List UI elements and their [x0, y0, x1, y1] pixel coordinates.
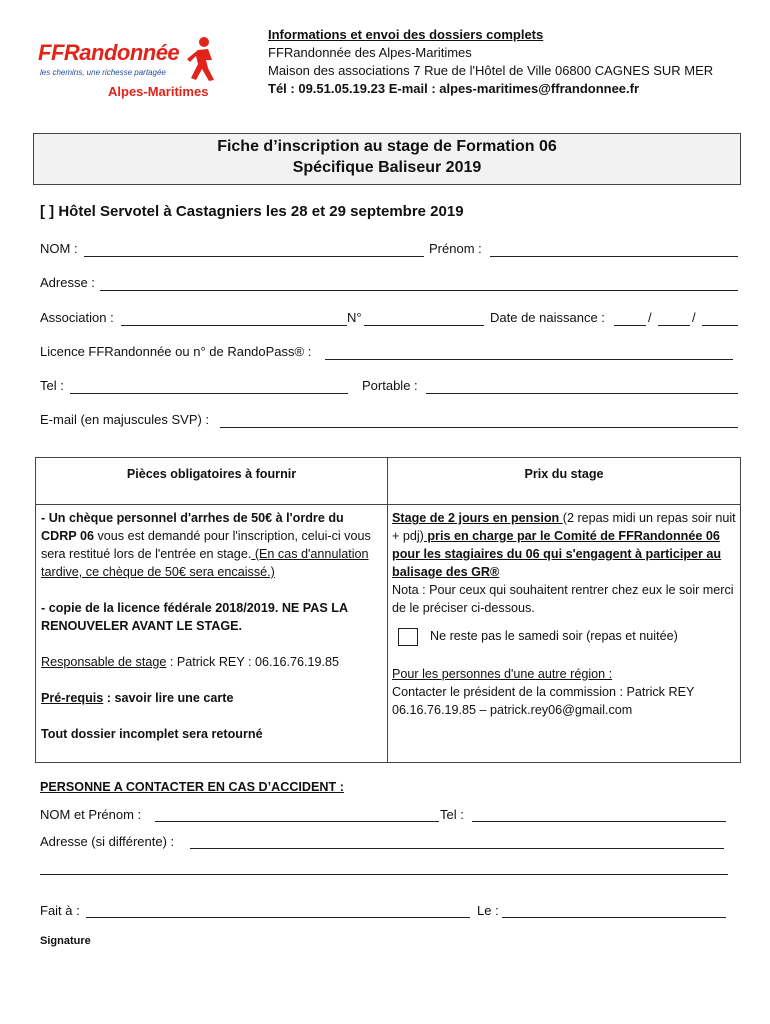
header-org: FFRandonnée des Alpes-Maritimes: [268, 45, 472, 60]
date-naissance-label: Date de naissance :: [490, 310, 605, 325]
incomplete-warning: Tout dossier incomplet sera retourné: [41, 727, 263, 741]
birth-month-field[interactable]: [658, 325, 690, 326]
portable-label: Portable :: [362, 378, 418, 393]
saturday-option[interactable]: [392, 627, 736, 649]
licence-label: Licence FFRandonnée ou n° de RandoPass® :: [40, 344, 312, 359]
signature-label: Signature: [40, 935, 91, 947]
prenom-label: Prénom :: [429, 241, 482, 256]
nom-field[interactable]: [84, 256, 424, 257]
emergency-address-field[interactable]: [190, 848, 724, 849]
other-region: Pour les personnes d'une autre région :: [392, 667, 613, 681]
prenom-field[interactable]: [490, 256, 738, 257]
adresse-field[interactable]: [100, 290, 738, 291]
emergency-address-field-2[interactable]: [40, 874, 728, 875]
nota: Nota : Pour ceux qui souhaitent rentrer chez eux le soir merci de le préciser ci-dessous.: [392, 583, 734, 615]
emergency-name-field[interactable]: [155, 821, 439, 822]
header-info: [268, 26, 713, 98]
fait-a-field[interactable]: [86, 917, 470, 918]
president-contact: Contacter le président de la commission : Patrick REY 06.16.76.19.85 – patrick.rey06@gmail.com: [392, 685, 695, 717]
emergency-address-label: Adresse (si différente) :: [40, 834, 175, 849]
fait-a-label: Fait à :: [40, 903, 80, 918]
col-header-price: Prix du stage: [524, 467, 604, 481]
form-title-line2: Spécifique Baliseur 2019: [292, 159, 482, 176]
association-label: Association :: [40, 310, 114, 325]
emergency-title: PERSONNE A CONTACTER EN CAS D’ACCIDENT :: [40, 780, 344, 794]
form-title-box: [33, 133, 741, 185]
numero-label: N°: [347, 310, 362, 325]
saturday-checkbox-label: Ne reste pas le samedi soir (repas et nuitée): [430, 629, 678, 643]
session-option[interactable]: [ ] Hôtel Servotel à Castagniers les 28 et 29 septembre 2019: [40, 203, 464, 220]
email-field[interactable]: [220, 427, 738, 428]
emergency-tel-label: Tel :: [440, 807, 464, 822]
cheque-requirement: - Un chèque personnel d'arrhes de 50€ à l'ordre du CDRP 06 vous est demandé pour l'inscription, celui-ci vous sera restitué lors de l'entrée en stage. (En cas d'annulation tardive, ce chèque de 50€ sera encaissé.): [41, 511, 371, 579]
prerequisite: Pré-requis : savoir lire une carte: [41, 691, 234, 705]
info-table: [35, 457, 741, 763]
header-address: Maison des associations 7 Rue de l'Hôtel de Ville 06800 CAGNES SUR MER: [268, 63, 714, 78]
col-header-documents: Pièces obligatoires à fournir: [126, 467, 297, 481]
price-cell: [392, 509, 736, 719]
adresse-label: Adresse :: [40, 275, 95, 290]
ffrandonnee-logo: [34, 36, 234, 102]
form-title-line1: Fiche d’inscription au stage de Formation 06: [217, 138, 557, 155]
date-slash-1: /: [648, 310, 652, 325]
emergency-tel-field[interactable]: [472, 821, 726, 822]
logo-region: Alpes-Maritimes: [108, 84, 209, 99]
licence-field[interactable]: [325, 359, 733, 360]
stage-pension: Stage de 2 jours en pension (2 repas midi un repas soir nuit + pdj) pris en charge par le Comité de FFRandonnée 06 pour les stagiaires du 06 qui s'engagent à participer au balisage des GR®: [392, 511, 736, 579]
documents-cell: [41, 509, 381, 743]
birth-year-field[interactable]: [702, 325, 738, 326]
table-header-divider: [36, 504, 740, 505]
birth-day-field[interactable]: [614, 325, 646, 326]
association-field[interactable]: [121, 325, 347, 326]
licence-requirement: - copie de la licence fédérale 2018/2019. NE PAS LA RENOUVELER AVANT LE STAGE.: [41, 601, 348, 633]
date-slash-2: /: [692, 310, 696, 325]
logo-brand: FFRandonnée: [38, 40, 180, 65]
nom-label: NOM :: [40, 241, 78, 256]
header-contact: Tél : 09.51.05.19.23 E-mail : alpes-maritimes@ffrandonnee.fr: [268, 81, 640, 96]
email-label: E-mail (en majuscules SVP) :: [40, 412, 210, 427]
portable-field[interactable]: [426, 393, 738, 394]
header-title: Informations et envoi des dossiers complets: [268, 27, 544, 42]
course-manager: Responsable de stage : Patrick REY : 06.16.76.19.85: [41, 655, 340, 669]
hiker-icon: [184, 36, 220, 82]
logo-tagline: les chemins, une richesse partagée: [40, 68, 166, 77]
date-label: Le :: [477, 903, 499, 918]
date-field[interactable]: [502, 917, 726, 918]
saturday-checkbox[interactable]: [398, 628, 418, 646]
numero-field[interactable]: [364, 325, 484, 326]
tel-label: Tel :: [40, 378, 64, 393]
emergency-name-label: NOM et Prénom :: [40, 807, 142, 822]
tel-field[interactable]: [70, 393, 348, 394]
